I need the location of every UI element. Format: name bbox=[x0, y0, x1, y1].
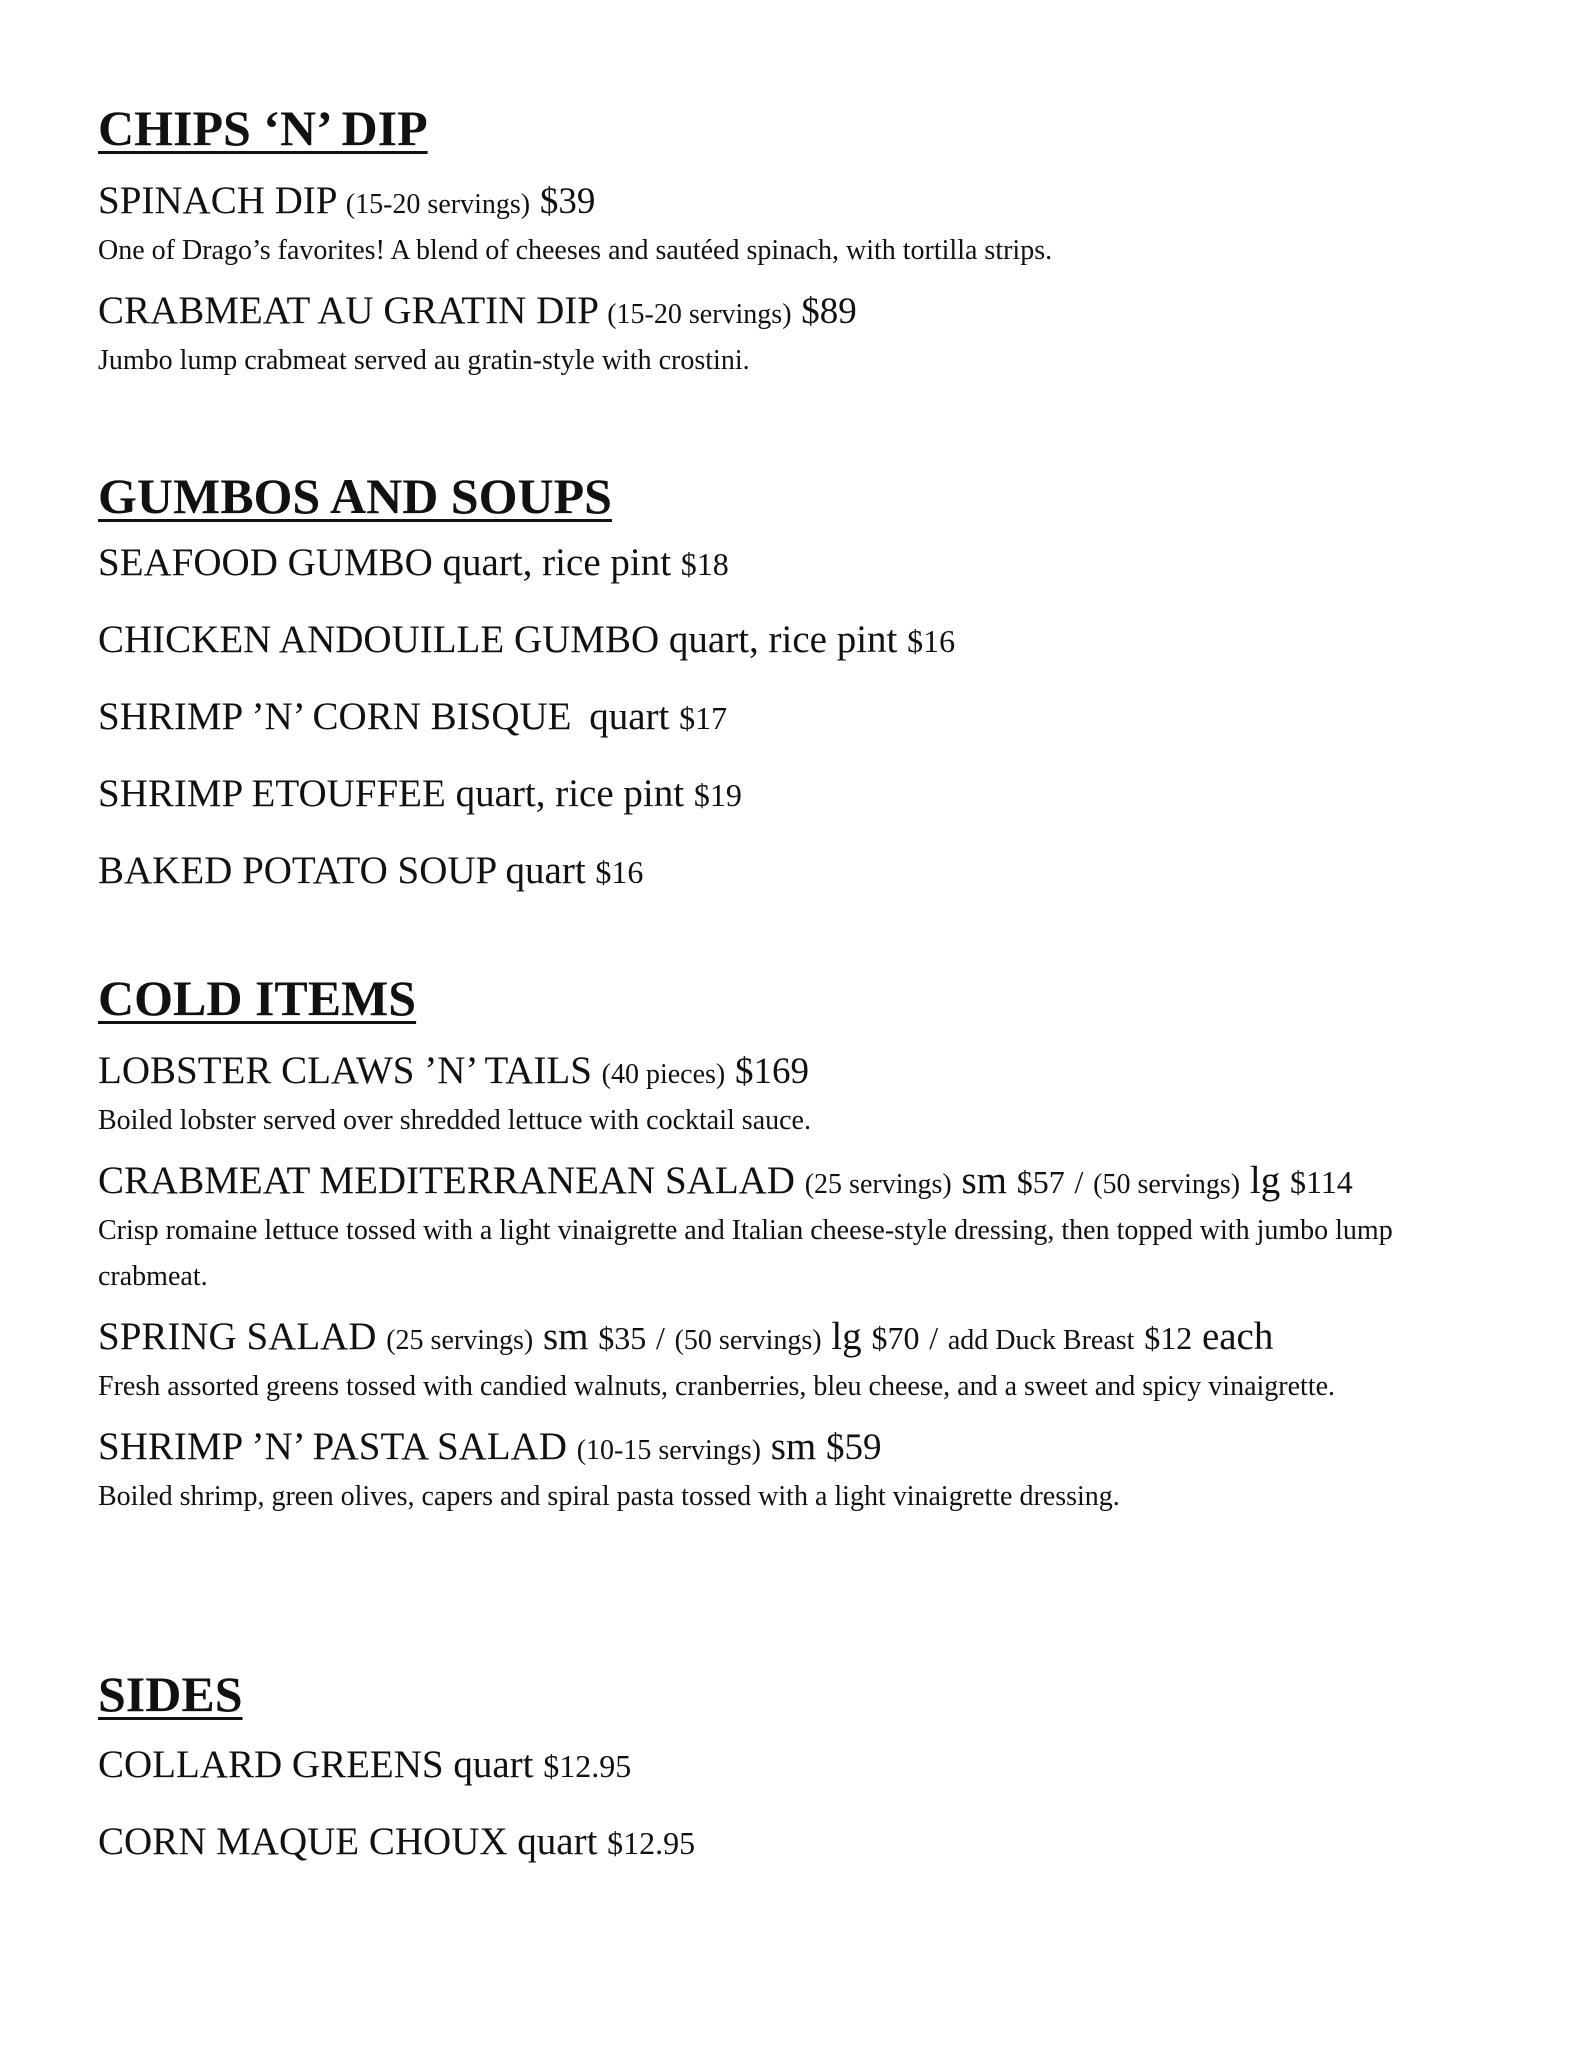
item-size-large-label: lg bbox=[1249, 1159, 1281, 1202]
item-name: SPRING SALAD bbox=[98, 1315, 377, 1358]
item-price-small: $35 bbox=[598, 1320, 647, 1356]
item-addon-unit: each bbox=[1201, 1315, 1274, 1358]
item-price: $169 bbox=[735, 1051, 809, 1092]
item-description: One of Drago’s favorites! A blend of cheeses and sautéed spinach, with tortilla strips. bbox=[98, 235, 1053, 266]
menu-item-spinach-dip bbox=[98, 178, 1538, 274]
item-description: Boiled lobster served over shredded lettuce with cocktail sauce. bbox=[98, 1105, 811, 1136]
item-addon-price: $12 bbox=[1144, 1320, 1193, 1356]
menu-item-spring-salad bbox=[98, 1314, 1538, 1410]
item-servings: (40 pieces) bbox=[601, 1059, 726, 1090]
item-size: quart bbox=[517, 1820, 598, 1863]
item-size-large-label: lg bbox=[831, 1315, 862, 1358]
menu-item-shrimp-pasta-salad bbox=[98, 1424, 1538, 1520]
item-name: COLLARD GREENS bbox=[98, 1743, 444, 1786]
menu-item-collard-greens bbox=[98, 1742, 1538, 1789]
item-size: quart bbox=[453, 1743, 534, 1786]
item-price: $12.95 bbox=[543, 1748, 632, 1784]
item-size-small-label: sm bbox=[542, 1315, 589, 1358]
menu-item-lobster-claws-tails bbox=[98, 1048, 1538, 1144]
item-servings-large: (50 servings) bbox=[674, 1325, 822, 1356]
menu-item-crabmeat-au-gratin-dip bbox=[98, 288, 1538, 384]
item-name: SHRIMP ’N’ PASTA SALAD bbox=[98, 1425, 567, 1468]
item-name: LOBSTER CLAWS ’N’ TAILS bbox=[98, 1049, 592, 1092]
section-gumbos-and-soups bbox=[98, 468, 1538, 895]
section-heading: GUMBOS AND SOUPS bbox=[98, 468, 612, 524]
item-size: quart, rice pint bbox=[442, 541, 672, 584]
menu-item-corn-maque-choux bbox=[98, 1819, 1538, 1866]
item-price: $12.95 bbox=[607, 1825, 696, 1861]
item-price-large: $114 bbox=[1289, 1164, 1353, 1200]
item-servings: (15-20 servings) bbox=[607, 299, 792, 330]
section-chips-n-dip bbox=[98, 100, 1538, 384]
section-heading: SIDES bbox=[98, 1666, 243, 1722]
item-price: $17 bbox=[679, 700, 728, 736]
item-name: SHRIMP ETOUFFEE bbox=[98, 772, 446, 815]
menu-item-chicken-andouille-gumbo bbox=[98, 617, 1538, 664]
section-sides bbox=[98, 1666, 1538, 1866]
item-price: $16 bbox=[907, 623, 956, 659]
item-name: CRABMEAT MEDITERRANEAN SALAD bbox=[98, 1159, 795, 1202]
item-servings: (15-20 servings) bbox=[345, 189, 531, 220]
item-price: $89 bbox=[801, 291, 857, 332]
item-addon: add Duck Breast bbox=[947, 1325, 1135, 1356]
menu-item-crabmeat-mediterranean-salad bbox=[98, 1158, 1538, 1300]
item-name: SPINACH DIP bbox=[98, 179, 337, 222]
item-description: Fresh assorted greens tossed with candied walnuts, cranberries, bleu cheese, and a sweet and spicy vinaigrette. bbox=[98, 1371, 1336, 1402]
section-heading: COLD ITEMS bbox=[98, 970, 417, 1026]
item-price: $39 bbox=[539, 181, 596, 222]
item-servings-small: (25 servings) bbox=[804, 1169, 952, 1200]
item-servings: (10-15 servings) bbox=[576, 1435, 761, 1466]
item-size-small-label: sm bbox=[961, 1159, 1007, 1202]
item-separator: / bbox=[655, 1320, 665, 1356]
item-price-small: $57 bbox=[1016, 1164, 1065, 1200]
item-name: BAKED POTATO SOUP bbox=[98, 849, 496, 892]
item-name: CHICKEN ANDOUILLE GUMBO bbox=[98, 618, 660, 661]
item-price: $19 bbox=[693, 777, 742, 813]
item-price: $59 bbox=[826, 1427, 882, 1468]
menu-item-shrimp-etouffee bbox=[98, 771, 1538, 818]
item-name: SEAFOOD GUMBO bbox=[98, 541, 433, 584]
section-heading: CHIPS ‘N’ DIP bbox=[98, 100, 428, 156]
item-price: $16 bbox=[595, 854, 644, 890]
item-size: quart bbox=[589, 695, 670, 738]
item-name: CORN MAQUE CHOUX bbox=[98, 1820, 508, 1863]
item-size: quart, rice pint bbox=[455, 772, 685, 815]
section-cold-items bbox=[98, 970, 1538, 1520]
item-price: $18 bbox=[680, 546, 729, 582]
item-separator: / bbox=[1074, 1164, 1084, 1200]
item-separator: / bbox=[929, 1320, 939, 1356]
menu-item-shrimp-corn-bisque bbox=[98, 694, 1538, 741]
item-description: Boiled shrimp, green olives, capers and spiral pasta tossed with a light vinaigrette dressing. bbox=[98, 1481, 1120, 1512]
item-description: Jumbo lump crabmeat served au gratin-style with crostini. bbox=[98, 345, 750, 376]
item-size: quart bbox=[505, 849, 586, 892]
item-name: SHRIMP ’N’ CORN BISQUE bbox=[98, 695, 572, 738]
menu-item-baked-potato-soup bbox=[98, 848, 1538, 895]
menu-item-seafood-gumbo bbox=[98, 540, 1538, 587]
item-servings-small: (25 servings) bbox=[386, 1325, 534, 1356]
item-servings-large: (50 servings) bbox=[1093, 1169, 1241, 1200]
item-size: quart, rice pint bbox=[668, 618, 898, 661]
item-description: Crisp romaine lettuce tossed with a light vinaigrette and Italian cheese-style dressing, then topped with jumbo lump crabmeat. bbox=[98, 1215, 1393, 1292]
item-name: CRABMEAT AU GRATIN DIP bbox=[98, 289, 598, 332]
item-size-small-label: sm bbox=[770, 1425, 817, 1468]
item-price-large: $70 bbox=[871, 1320, 920, 1356]
